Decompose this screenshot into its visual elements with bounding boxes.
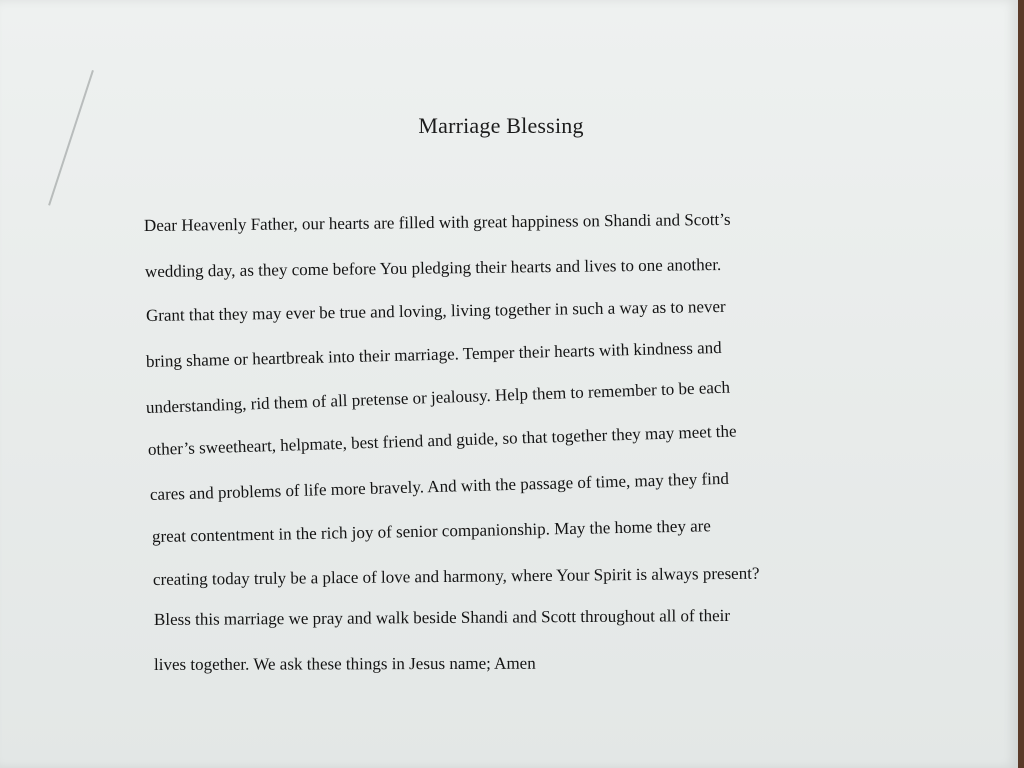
body-line-1: Dear Heavenly Father, our hearts are filled with great happiness on Shandi and Scott’s bbox=[143, 209, 731, 235]
body-line-4: bring shame or heartbreak into their marriage. Temper their hearts with kindness and bbox=[145, 337, 722, 371]
body-line-11: lives together. We ask these things in Jesus name; Amen bbox=[153, 653, 536, 674]
body-line-2: wedding day, as they come before You pledging their hearts and lives to one another. bbox=[144, 254, 722, 281]
body-line-7: cares and problems of life more bravely. And with the passage of time, may they find bbox=[149, 468, 730, 504]
body-line-3: Grant that they may ever be true and loving, living together in such a way as to never bbox=[145, 296, 726, 325]
body-line-10: Bless this marriage we pray and walk beside Shandi and Scott throughout all of their bbox=[153, 605, 731, 629]
body-line-9: creating today truly be a place of love and harmony, where Your Spirit is always present? bbox=[152, 563, 760, 589]
body-line-6: other’s sweetheart, helpmate, best friend and guide, so that together they may meet the bbox=[147, 421, 737, 459]
body-line-8: great contentment in the rich joy of senior companionship. May the home they are bbox=[151, 516, 712, 546]
document-title: Marriage Blessing bbox=[418, 113, 584, 138]
body-line-5: understanding, rid them of all pretense or jealousy. Help them to remember to be each bbox=[145, 377, 731, 417]
